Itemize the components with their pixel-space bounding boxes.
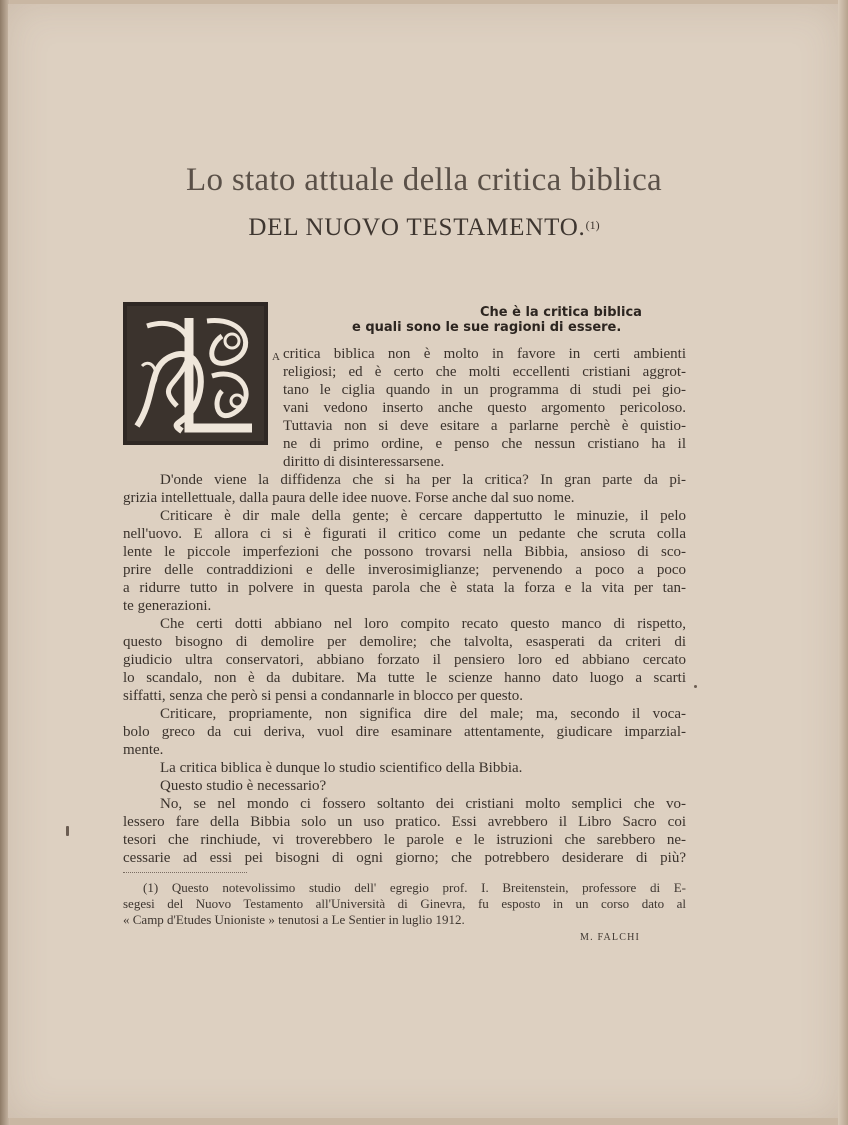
body-line: questo bisogno di demolire per demolire; che talvolta, esasperati da criteri di — [123, 634, 686, 650]
footnote-signature: M. FALCHI — [580, 932, 641, 943]
body-line: Criticare, propriamente, non significa dire del male; ma, secondo il voca- — [160, 706, 686, 722]
footnote-line: « Camp d'Etudes Unioniste » tenutosi a Le Sentier in luglio 1912. — [123, 912, 465, 927]
section-heading-line-2: e quali sono le sue ragioni di essere. — [352, 320, 622, 335]
subtitle-text: DEL NUOVO TESTAMENTO. — [248, 214, 586, 241]
body-line: diritto di disinteressarsene. — [283, 454, 445, 470]
body-line: vani vedono inserto anche questo argomento pericoloso. — [283, 400, 686, 416]
body-line: a ridurre tutto in polvere in questa parola che è stata la forza e la vita per tan- — [123, 580, 686, 596]
body-line: tesori che rinchiude, vi troverebbero le parole e le istruzioni che sarebbero ne- — [123, 832, 686, 848]
footnote-separator — [123, 872, 247, 873]
footnote-line: segesi del Nuovo Testamento all'Università di Ginevra, fu esposto in un corso dato al — [123, 896, 686, 911]
body-line: mente. — [123, 742, 164, 758]
section-heading-line-1: Che è la critica biblica — [480, 305, 642, 320]
body-line: lente le piccole imperfezioni che possono trovarsi nella Bibbia, ansioso di sco- — [123, 544, 686, 560]
body-line: tano le ciglia quando in un programma di studi pei gio- — [283, 382, 686, 398]
body-line: religiosi; ed è certo che molti eccellenti cristiani aggrot- — [283, 364, 686, 380]
body-line: ne di primo ordine, e penso che nessun cristiano ha il — [283, 436, 686, 452]
ornamental-initial-l-icon — [127, 306, 264, 441]
body-line: nell'uovo. E allora ci si è figurati il critico come un pedante che scruta colla — [123, 526, 686, 542]
body-line: cessarie ad essi pei bisogni di ogni giorno; che potrebbero desiderare di più? — [123, 850, 686, 866]
body-line: grizia intellettuale, dalla paura delle idee nuove. Forse anche dal suo nome. — [123, 490, 575, 506]
body-line: siffatti, senza che però si pensi a condannarle in blocco per questo. — [123, 688, 523, 704]
paper-speck — [694, 685, 697, 688]
dropcap-remainder: A — [272, 351, 280, 363]
body-line: Tuttavia non si deve esitare a parlarne perchè è quistio- — [283, 418, 686, 434]
body-line: giudicio ultra conservatori, abbiano forzato il pensiero loro ed abbiano cercato — [123, 652, 686, 668]
article-subtitle — [0, 214, 848, 242]
footnote-line: (1) Questo notevolissimo studio dell' egregio prof. I. Breitenstein, professore di E- — [143, 880, 686, 895]
subtitle-footnote-mark: (1) — [585, 218, 600, 232]
paper-speck — [66, 826, 69, 836]
body-line: Questo studio è necessario? — [160, 778, 327, 794]
body-line: critica biblica non è molto in favore in certi ambienti — [283, 346, 686, 362]
body-line: lessero fare della Bibbia solo un uso pratico. Essi avrebbero il Libro Sacro coi — [123, 814, 686, 830]
body-line: lo scandalo, non è da dubitare. Ma tutte le scienze hanno dato luogo a scarti — [123, 670, 686, 686]
decorated-initial-letter — [123, 302, 268, 445]
body-line: bolo greco da cui deriva, vuol dire esaminare attentamente, giudicare imparzial- — [123, 724, 686, 740]
body-line: Che certi dotti abbiano nel loro compito recato questo manco di rispetto, — [160, 616, 686, 632]
body-line: No, se nel mondo ci fossero soltanto dei cristiani molto semplici che vo- — [160, 796, 686, 812]
body-line: Criticare è dir male della gente; è cercare dappertutto le minuzie, il pelo — [160, 508, 686, 524]
body-line: prire delle contraddizioni e delle inverosimiglianze; pervenendo a poco a poco — [123, 562, 686, 578]
article-title: Lo stato attuale della critica biblica — [186, 162, 662, 198]
body-line: D'onde viene la diffidenza che si ha per la critica? In gran parte da pi- — [160, 472, 686, 488]
body-line: La critica biblica è dunque lo studio scientifico della Bibbia. — [160, 760, 523, 776]
body-line: te generazioni. — [123, 598, 212, 614]
